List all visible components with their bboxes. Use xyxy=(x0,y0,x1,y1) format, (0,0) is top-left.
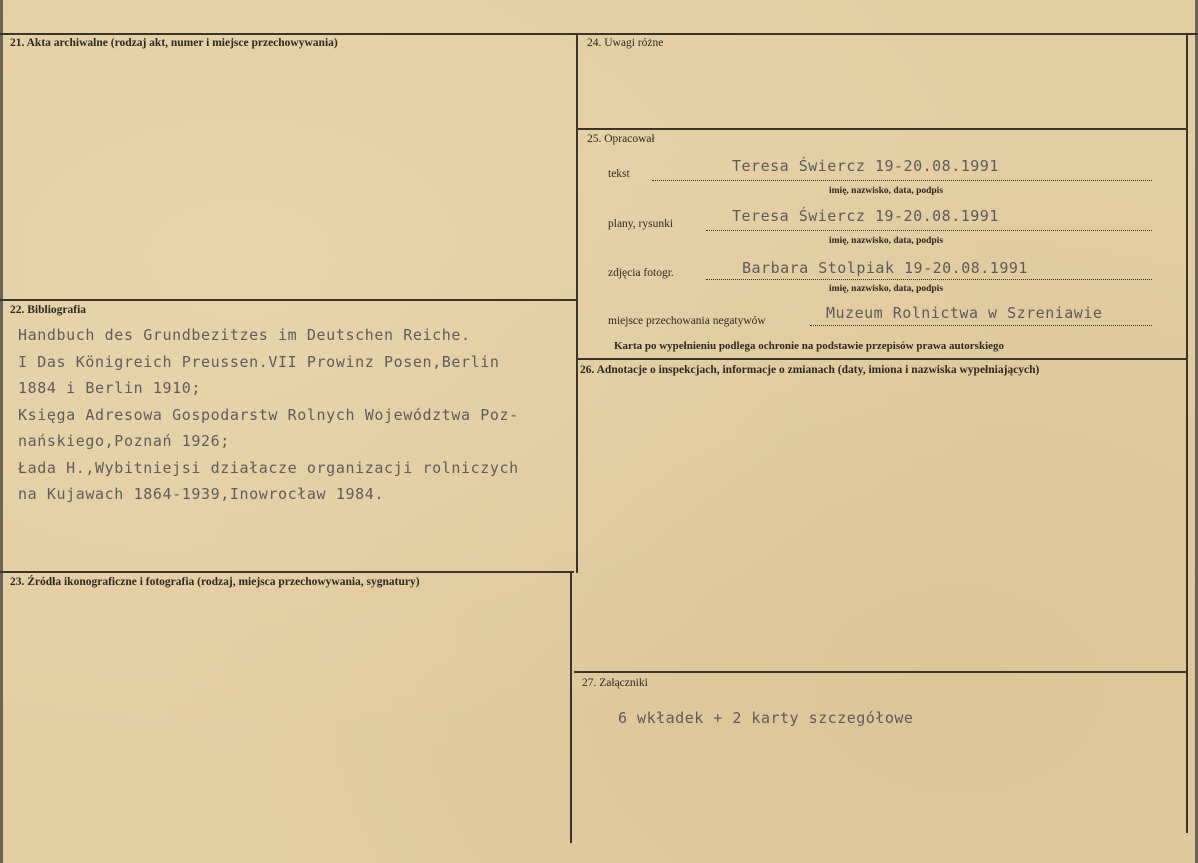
center-rule-lower xyxy=(570,573,572,843)
negatives-location-value: Muzeum Rolnictwa w Szreniawie xyxy=(826,304,1103,322)
dotted-line xyxy=(652,180,1152,181)
rule-21-22 xyxy=(0,299,578,301)
field-caption: imię, nazwisko, data, podpis xyxy=(829,236,944,246)
bibliography-line: Łada H.,Wybitniejsi działacze organizacji rolniczych xyxy=(18,458,519,477)
author-photos-value: Barbara Stolpiak 19-20.08.1991 xyxy=(742,259,1028,277)
field-label-photos: zdjęcia fotogr. xyxy=(608,267,674,279)
dotted-line xyxy=(706,230,1152,231)
section-27-label: 27. Załączniki xyxy=(582,677,648,689)
field-label-plans: plany, rysunki xyxy=(608,218,674,230)
field-label-negatives: miejsce przechowania negatywów xyxy=(608,315,766,327)
dotted-line xyxy=(706,279,1152,280)
section-26-label: 26. Adnotacje o inspekcjach, informacje o zmianach (daty, imiona i nazwiska wypełniających) xyxy=(580,364,1040,376)
section-24-label: 24. Uwagi różne xyxy=(587,37,664,49)
bibliography-text xyxy=(18,322,578,508)
bibliography-line: na Kujawach 1864-1939,Inowrocław 1984. xyxy=(18,485,384,503)
bibliography-line: nańskiego,Poznań 1926; xyxy=(18,432,230,450)
bibliography-line: 1884 i Berlin 1910; xyxy=(18,379,201,397)
top-rule xyxy=(0,33,1198,35)
bibliography-line: Księga Adresowa Gospodarstw Rolnych Województwa Poz- xyxy=(18,405,519,424)
bibliography-line: I Das Königreich Preussen.VII Prowinz Posen,Berlin xyxy=(18,352,500,371)
field-label-text: tekst xyxy=(608,168,630,180)
rule-26-27 xyxy=(574,671,1188,673)
copyright-note: Karta po wypełnieniu podlega ochronie na podstawie przepisów prawa autorskiego xyxy=(614,340,1005,352)
attachments-value: 6 wkładek + 2 karty szczegółowe xyxy=(618,709,914,727)
section-22-label: 22. Bibliografia xyxy=(10,304,87,316)
rule-25-26 xyxy=(578,358,1188,360)
section-23-label: 23. Źródła ikonograficzne i fotografia (rodzaj, miejsca przechowywania, sygnatury) xyxy=(10,576,420,588)
dotted-line xyxy=(810,325,1152,326)
rule-22-23 xyxy=(0,571,574,573)
section-25-label: 25. Opracował xyxy=(587,133,655,145)
section-21-label: 21. Akta archiwalne (rodzaj akt, numer i miejsce przechowywania) xyxy=(10,37,338,49)
bibliography-line: Handbuch des Grundbezitzes im Deutschen Reiche. xyxy=(18,326,471,344)
author-text-value: Teresa Świercz 19-20.08.1991 xyxy=(732,157,999,175)
field-caption: imię, nazwisko, data, podpis xyxy=(829,284,944,294)
rule-24-25 xyxy=(578,128,1188,130)
field-caption: imię, nazwisko, data, podpis xyxy=(829,186,944,196)
right-rule xyxy=(1186,33,1188,833)
card-left-edge xyxy=(0,0,3,863)
author-plans-value: Teresa Świercz 19-20.08.1991 xyxy=(732,207,999,225)
